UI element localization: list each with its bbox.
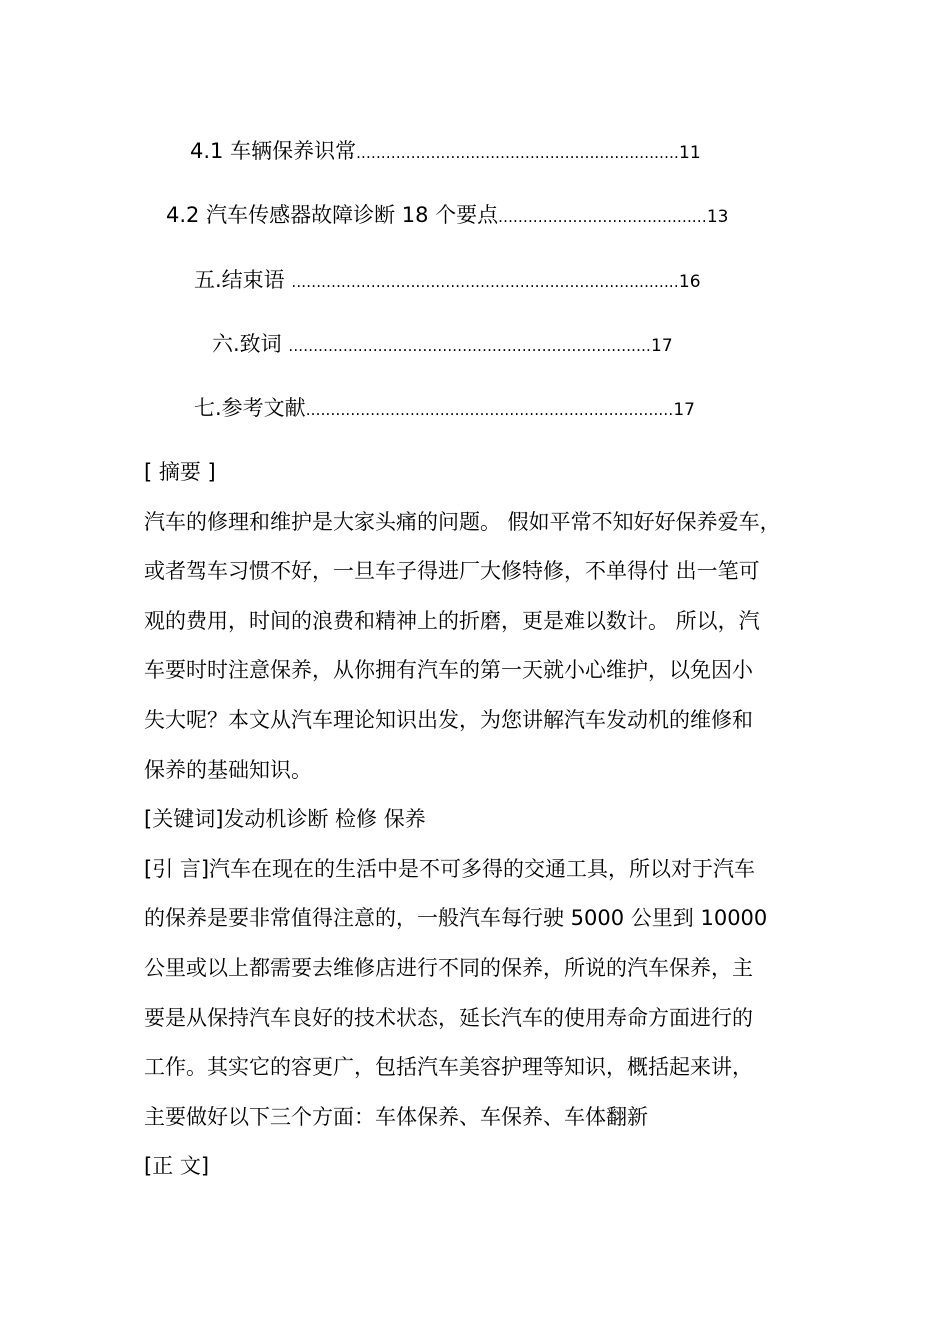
abstract-line: 观的费用，时间的浪费和精神上的折磨，更是难以数计。 所以，汽	[144, 608, 760, 633]
toc-page-number: 17	[673, 400, 695, 420]
intro-line: 主要做好以下三个方面：车体保养、车保养、车体翻新	[144, 1104, 648, 1129]
intro-line: 要是从保持汽车良好的技术状态，延长汽车的使用寿命方面进行的	[144, 1005, 753, 1030]
abstract-line: 汽车的修理和维护是大家头痛的问题。 假如平常不知好好保养爱车，	[144, 509, 781, 534]
toc-entry	[166, 205, 728, 226]
toc-entry	[194, 398, 695, 419]
document-body	[144, 448, 824, 1192]
toc-page-number: 11	[679, 143, 701, 163]
abstract-line: 车要时时注意保养，从你拥有汽车的第一天就小心维护，以免因小	[144, 658, 753, 683]
toc-leader-dots: .................................................................	[356, 144, 680, 162]
toc-page-number: 16	[678, 272, 701, 292]
toc-page-number: 13	[706, 207, 729, 227]
body-heading: [正 文]	[144, 1154, 210, 1179]
toc-entry	[212, 334, 673, 355]
toc-entry-title: 五.结束语	[194, 268, 292, 292]
toc-entry	[190, 141, 701, 162]
abstract-line: 保养的基础知识。	[144, 757, 312, 782]
intro-line: 公里或以上都需要去维修店进行不同的保养，所说的汽车保养，主	[144, 955, 753, 980]
abstract-heading: [ 摘要 ]	[144, 460, 216, 484]
abstract-line: 失大呢？本文从汽车理论知识出发，为您讲解汽车发动机的维修和	[144, 707, 753, 732]
toc-leader-dots: ..........................................................................	[305, 401, 674, 419]
intro-line: 工作。其实它的容更广，包括汽车美容护理等知识，概括起来讲，	[144, 1055, 753, 1080]
toc-entry-title: 六.致词	[212, 332, 289, 356]
keywords-line: [关键词]发动机诊断 检修 保养	[144, 807, 426, 832]
toc-entry	[194, 270, 701, 291]
toc-entry-title: 4.1 车辆保养识常	[190, 139, 357, 163]
toc-leader-dots: .........................................................................	[288, 337, 652, 355]
toc-page-number: 17	[651, 336, 673, 356]
toc-entry-title: 七.参考文献	[194, 396, 306, 420]
toc-leader-dots: ..........................................	[498, 208, 707, 226]
abstract-line: 或者驾车习惯不好，一旦车子得进厂大修特修，不单得付 出一笔可	[144, 559, 760, 584]
intro-line: [引 言]汽车在现在的生活中是不可多得的交通工具，所以对于汽车	[144, 856, 756, 881]
toc-entry-title: 4.2 汽车传感器故障诊断 18 个要点	[166, 203, 499, 227]
toc-leader-dots: ..............................................................................	[291, 273, 679, 291]
intro-line: 的保养是要非常值得注意的，一般汽车每行驶 5000 公里到 10000	[144, 906, 768, 931]
